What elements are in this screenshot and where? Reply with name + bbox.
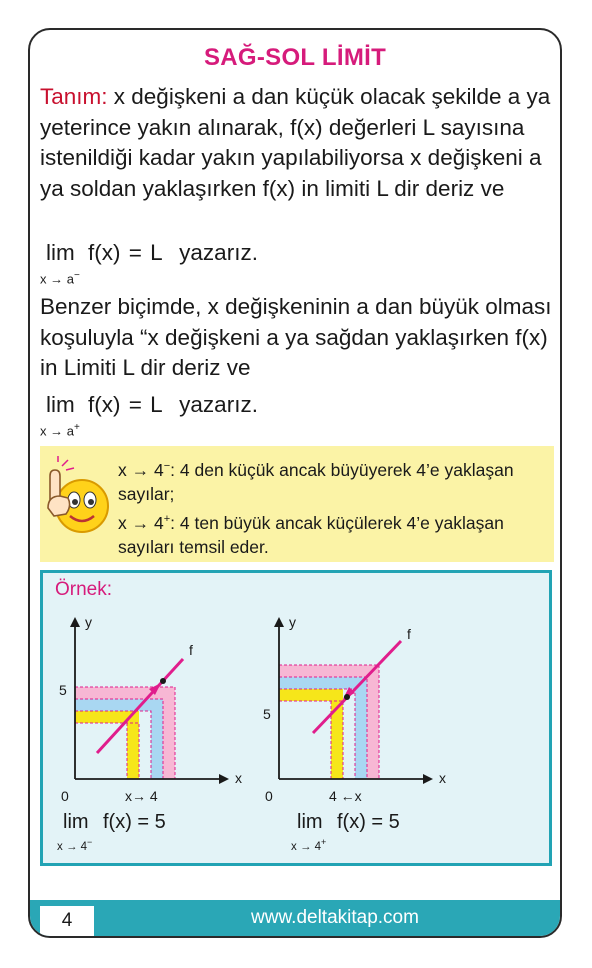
- band-pink-h: [75, 687, 175, 699]
- band-blue-h: [75, 699, 163, 711]
- example-label: Örnek:: [55, 579, 113, 600]
- similarly-paragraph: Benzer biçimde, x değişkeninin a dan büyük olması koşuluyla “x değişkeni a ya sağdan yaklaşırken f(x) in Limiti L dir deriz ve: [40, 294, 552, 380]
- lim-expression: f(x) = L yazarız.: [88, 392, 258, 417]
- left-limit-formula: [40, 240, 440, 288]
- band-pink-h: [279, 665, 379, 677]
- definition-text: x değişkeni a dan küçük olacak şekilde a ya yeterince yakın alınarak, f(x) değerleri L sayısına istenildiği kadar yakın yapılabiliyorsa x değişkeni a ya soldan yaklaşırken f(x) in limiti L dir deriz ve: [40, 84, 551, 201]
- publisher-url: www.deltakitap.com: [251, 907, 419, 928]
- y-tick: 5: [263, 706, 271, 722]
- band-yellow-v: [127, 711, 139, 779]
- f-label: f: [189, 642, 193, 658]
- band-blue-v: [151, 699, 163, 779]
- x-tick: x→ 4: [125, 788, 158, 804]
- left-limit-graph: [57, 611, 247, 811]
- x-tick: 4 ←x: [329, 788, 362, 804]
- lim-word: lim: [46, 240, 75, 265]
- band-blue-h: [279, 677, 367, 689]
- lim-subscript: x → a−: [40, 270, 80, 287]
- page-title: SAĞ-SOL LİMİT: [203, 44, 387, 71]
- right-limit-graph: [261, 611, 451, 811]
- origin-label: 0: [265, 788, 273, 804]
- example-left-limit: lim x → 4− f(x) = 5: [57, 811, 166, 853]
- y-axis-label: y: [85, 614, 92, 630]
- x-axis-label: x: [439, 770, 446, 786]
- band-blue-v: [355, 677, 367, 779]
- y-tick: 5: [59, 682, 67, 698]
- band-pink-v: [163, 687, 175, 779]
- page-number: 4: [40, 906, 94, 936]
- definition-paragraph: [40, 82, 560, 204]
- lim-subscript: x → a+: [40, 422, 80, 439]
- lim-word: lim: [46, 392, 75, 417]
- definition-lead: Tanım:: [40, 84, 108, 109]
- thinking-smiley-icon: [44, 456, 114, 536]
- x-axis-label: x: [235, 770, 242, 786]
- note-line-right: x → 4+: 4 ten büyük ancak küçülerek 4’e yaklaşan sayıları temsil eder.: [118, 512, 504, 558]
- y-axis-label: y: [289, 614, 296, 630]
- note-box: [40, 446, 554, 562]
- note-line-left: x → 4−: 4 den küçük ancak büyüyerek 4’e yaklaşan sayılar;: [118, 459, 514, 505]
- origin-label: 0: [61, 788, 69, 804]
- right-limit-formula: [40, 392, 440, 440]
- example-right-limit: lim x → 4+ f(x) = 5: [291, 811, 400, 853]
- lim-expression: f(x) = L yazarız.: [88, 240, 258, 265]
- example-box: [40, 570, 552, 866]
- band-pink-v: [367, 665, 379, 779]
- footer-bar: [30, 900, 560, 936]
- note-text: [118, 454, 550, 560]
- info-card: [28, 28, 562, 938]
- f-label: f: [407, 626, 411, 642]
